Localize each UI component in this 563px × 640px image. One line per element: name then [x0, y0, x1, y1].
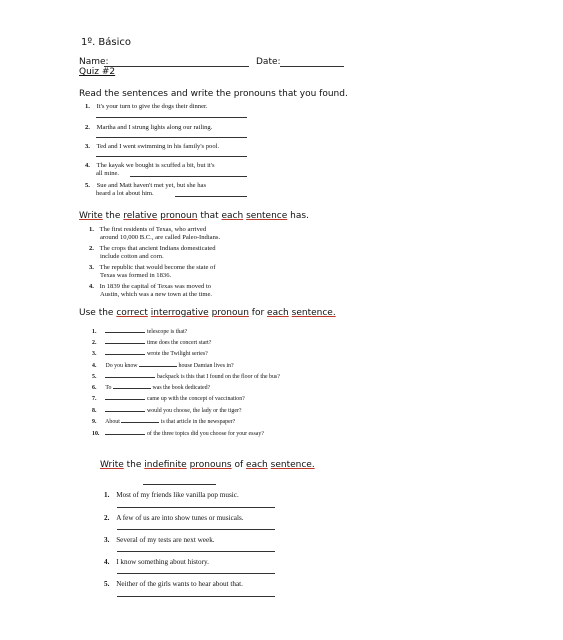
answer-blank[interactable]: [139, 360, 177, 367]
name-label: Name:: [79, 57, 109, 67]
list-item: 9. About is that article in the newspaper?: [92, 416, 235, 426]
list-item: 7. came up with the concept of vaccination?: [92, 393, 245, 403]
list-item: 4. In 1839 the capital of Texas was moved to Austin, which was a new town at the time.: [89, 283, 213, 298]
list-item: 5. Sue and Matt haven't met yet, but she has heard a lot about him.: [85, 182, 207, 197]
answer-blank[interactable]: [105, 405, 145, 412]
answer-line[interactable]: [117, 551, 275, 552]
list-item: 4. Do you know house Damian lives in?: [92, 360, 234, 370]
grade-label: 1º. Básico: [81, 37, 132, 48]
list-item: 2. time does the concert start?: [92, 337, 211, 347]
answer-line[interactable]: [130, 176, 247, 177]
section4-instruction: Write the indefinite pronouns of each sentence.: [100, 460, 315, 470]
list-item: 3. The republic that would become the state of Texas was formed in 1836.: [89, 264, 216, 279]
answer-blank[interactable]: [105, 348, 145, 355]
answer-line[interactable]: [96, 117, 247, 118]
answer-line[interactable]: [143, 484, 216, 485]
section3-instruction: Use the correct interrogative pronoun for each sentence.: [79, 308, 336, 318]
answer-blank[interactable]: [105, 337, 145, 344]
list-item: 1. The first residents of Texas, who arrived around 10,000 B.C., are called Paleo-Indians.: [89, 226, 221, 241]
answer-blank[interactable]: [105, 393, 145, 400]
answer-line[interactable]: [175, 196, 247, 197]
answer-blank[interactable]: [113, 382, 151, 389]
list-item: 8. would you choose, the lady or the tiger?: [92, 405, 242, 415]
list-item: 4. I know something about history.: [104, 558, 209, 566]
list-item: 4. The kayak we bought is scuffed a bit, but it's all mine.: [85, 162, 215, 177]
section2-instruction: Write the relative pronoun that each sentence has.: [79, 211, 309, 221]
list-item: 2. The crops that ancient Indians domesticated include cotton and corn.: [89, 245, 216, 260]
answer-blank[interactable]: [121, 416, 159, 423]
answer-blank[interactable]: [105, 428, 145, 435]
list-item: 5. Neither of the girls wants to hear about that.: [104, 580, 243, 588]
list-item: 3. wrote the Twilight series?: [92, 348, 208, 358]
name-field-line[interactable]: [104, 66, 249, 67]
date-field-line[interactable]: [280, 66, 344, 67]
answer-line[interactable]: [117, 507, 275, 508]
list-item: 3. Ted and I went swimming in his family's pool.: [85, 143, 220, 150]
answer-line[interactable]: [96, 137, 247, 138]
answer-line[interactable]: [96, 156, 247, 157]
list-item: 1. Most of my friends like vanilla pop music.: [104, 491, 239, 499]
answer-line[interactable]: [117, 573, 275, 574]
list-item: 3. Several of my tests are next week.: [104, 536, 215, 544]
list-item: 1. telescope is that?: [92, 326, 187, 336]
list-item: 2. A few of us are into show tunes or musicals.: [104, 514, 244, 522]
list-item: 10. of the three topics did you choose for your essay?: [92, 428, 264, 438]
quiz-label: Quiz #2: [79, 67, 116, 77]
date-label: Date:: [256, 57, 281, 67]
answer-line[interactable]: [117, 529, 275, 530]
list-item: 2. Martha and I strung lights along our railing.: [85, 124, 213, 131]
list-item: 6. To was the book dedicated?: [92, 382, 210, 392]
list-item: 5. backpack is this that I found on the floor of the bus?: [92, 371, 280, 381]
list-item: 1. It's your turn to give the dogs their dinner.: [85, 103, 208, 110]
answer-blank[interactable]: [105, 326, 145, 333]
answer-blank[interactable]: [105, 371, 155, 378]
section1-instruction: Read the sentences and write the pronouns that you found.: [79, 89, 348, 99]
answer-line[interactable]: [117, 596, 275, 597]
